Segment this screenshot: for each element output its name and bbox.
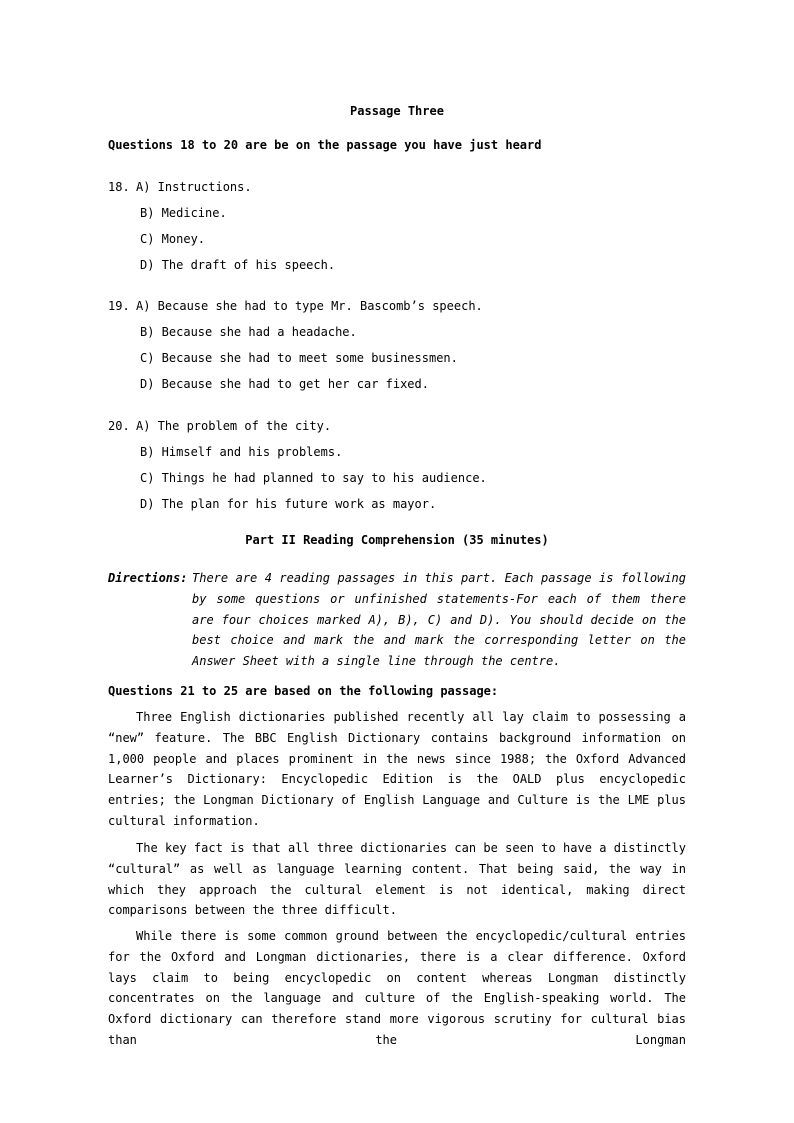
option-c: C) Because she had to meet some businessmen. xyxy=(140,351,458,365)
paragraph-3: While there is some common ground between the encyclopedic/cultural entries for the Oxford and Longman dictionaries, there is a clear difference. Oxford lays claim to being encyclopedic on content whereas Longman distinctly concentrates on the language and culture of the English-speaking world. The Oxford dictionary can therefore stand more vigorous scrutiny for cultural bias than the Longman xyxy=(108,929,686,1047)
option-c: C) Money. xyxy=(140,232,206,246)
passage-intro: Questions 21 to 25 are based on the following passage: xyxy=(108,684,499,698)
passage-title: Passage Three xyxy=(350,104,444,118)
paragraph-1: Three English dictionaries published recently all lay claim to possessing a “new” feature. The BBC English Dictionary contains background information on 1,000 people and places prominent in the news since 1988; the Oxford Advanced Learner’s Dictionary: Encyclopedic Edition is the OALD plus encyclopedic entries; the Longman Dictionary of English Language and Culture is the LME plus cultural information. xyxy=(108,710,686,828)
option-b: B) Medicine. xyxy=(140,206,227,220)
option-b: B) Because she had a headache. xyxy=(140,325,357,339)
question-number: 19. xyxy=(108,299,130,313)
option-d: D) Because she had to get her car fixed. xyxy=(140,377,429,391)
option-a: A) The problem of the city. xyxy=(136,419,332,433)
part-title: Part II Reading Comprehension (35 minutes) xyxy=(245,533,549,547)
option-b: B) Himself and his problems. xyxy=(140,445,343,459)
option-a: A) Because she had to type Mr. Bascomb’s speech. xyxy=(136,299,483,313)
question-number: 20. xyxy=(108,419,130,433)
directions-label: Directions: xyxy=(108,571,188,585)
option-a: A) Instructions. xyxy=(136,180,252,194)
option-d: D) The draft of his speech. xyxy=(140,258,336,272)
directions-text: There are 4 reading passages in this part. Each passage is following by some questions or unfinished statements-For each of them there are four choices marked A), B), C) and D). You should decide on the best choice and mark the and mark the corresponding letter on the Answer Sheet with a single line through the centre. xyxy=(192,571,686,669)
option-d: D) The plan for his future work as mayor. xyxy=(140,497,437,511)
option-c: C) Things he had planned to say to his audience. xyxy=(140,471,487,485)
question-number: 18. xyxy=(108,180,130,194)
paragraph-2: The key fact is that all three dictionaries can be seen to have a distinctly “cultural” as well as language learning content. That being said, the way in which they approach the cultural element is not identical, making direct comparisons between the three difficult. xyxy=(108,841,686,918)
questions-intro: Questions 18 to 20 are be on the passage you have just heard xyxy=(108,138,542,152)
